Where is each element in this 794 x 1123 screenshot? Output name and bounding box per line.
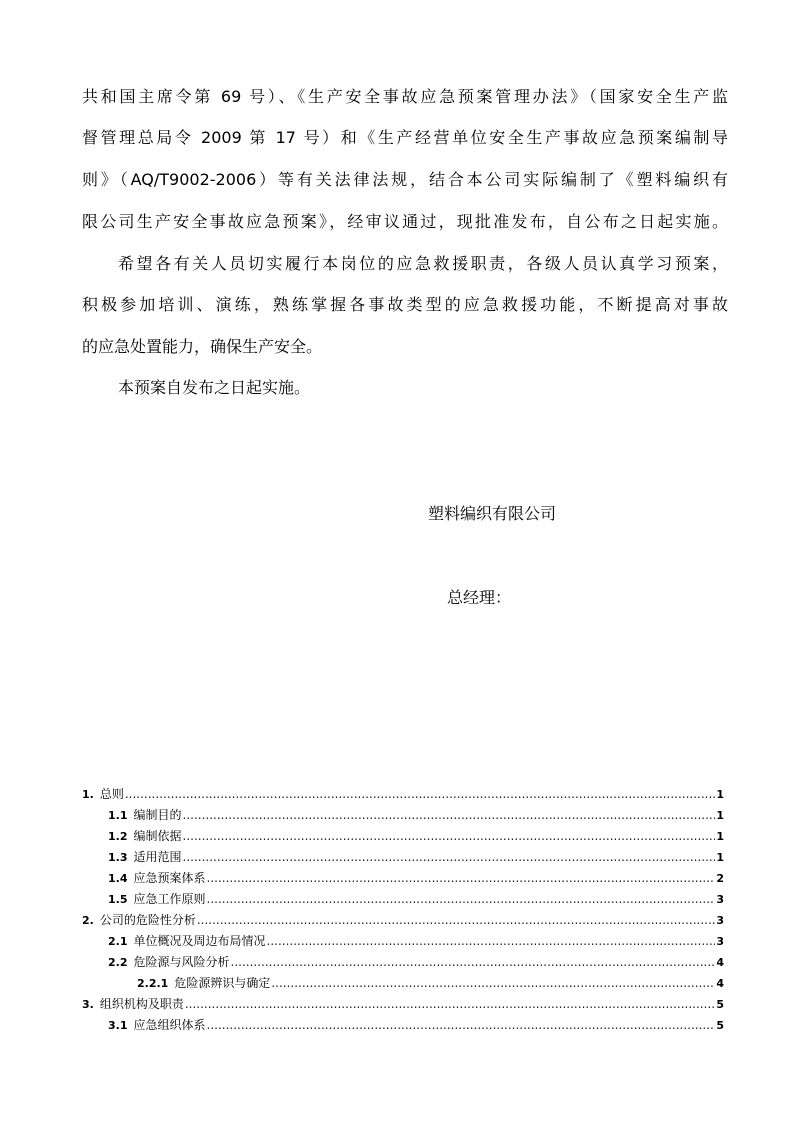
toc-entry[interactable] [82, 912, 724, 928]
toc-entry[interactable] [82, 933, 724, 949]
toc-dot-leader [183, 849, 716, 865]
toc-entry[interactable] [82, 870, 724, 886]
toc-dot-leader [207, 1017, 716, 1033]
toc-entry[interactable] [82, 996, 724, 1012]
toc-entry-title: 应急工作原则 [133, 892, 206, 906]
general-manager-label: 总经理： [447, 588, 512, 607]
toc-entry-number: 3.1 [108, 1019, 128, 1032]
text-line: 积极参加培训、演练，熟练掌握各事故类型的应急救援功能，不断提高对事故 [82, 295, 728, 314]
toc-dot-leader [207, 870, 716, 886]
text-line: 共和国主席令第 69 号）、《生产安全事故应急预案管理办法》（国家安全生产监 [82, 87, 728, 106]
toc-entry-title: 应急预案体系 [133, 871, 206, 885]
text-line: 的应急处置能力，确保生产安全。 [82, 337, 323, 356]
toc-entry-page: 4 [716, 956, 724, 969]
text-line: 本预案自发布之日起实施。 [118, 378, 311, 397]
toc-dot-leader [267, 933, 716, 949]
toc-entry-page: 3 [716, 893, 724, 906]
toc-dot-leader [231, 954, 716, 970]
toc-entry-number: 1.3 [108, 851, 128, 864]
toc-entry[interactable] [82, 807, 724, 823]
text-line: 则》（AQ/T9002-2006）等有关法律法规，结合本公司实际编制了《塑料编织有 [82, 170, 728, 189]
toc-entry-number: 1.4 [108, 872, 128, 885]
toc-entry-title: 适用范围 [133, 850, 182, 864]
toc-entry[interactable] [82, 975, 724, 991]
toc-entry-title: 编制目的 [133, 808, 182, 822]
toc-entry-page: 2 [716, 872, 724, 885]
toc-entry[interactable] [82, 849, 724, 865]
toc-entry-number: 1. [82, 788, 94, 801]
toc-dot-leader [125, 786, 715, 802]
toc-entry-number: 1.5 [108, 893, 128, 906]
toc-entry-number: 2. [82, 914, 94, 927]
toc-entry-title: 危险源与风险分析 [133, 955, 230, 969]
toc-entry-title: 公司的危险性分析 [99, 913, 196, 927]
toc-entry-title: 应急组织体系 [133, 1018, 206, 1032]
toc-entry-page: 1 [716, 809, 724, 822]
toc-dot-leader [183, 828, 716, 844]
toc-entry[interactable] [82, 954, 724, 970]
toc-entry[interactable] [82, 1017, 724, 1033]
company-name: 塑料编织有限公司 [428, 504, 557, 523]
toc-entry-page: 1 [716, 788, 724, 801]
text-line: 限公司生产安全事故应急预案》，经审议通过，现批准发布，自公布之日起实施。 [82, 212, 728, 231]
toc-entry-page: 4 [716, 977, 724, 990]
toc-entry[interactable] [82, 828, 724, 844]
toc-dot-leader [207, 891, 716, 907]
toc-entry-title: 组织机构及职责 [99, 997, 184, 1011]
toc-entry-number: 1.1 [108, 809, 128, 822]
toc-entry-page: 3 [716, 935, 724, 948]
toc-entry-number: 3. [82, 998, 94, 1011]
toc-entry-page: 1 [716, 830, 724, 843]
toc-entry-title: 危险源辨识与确定 [174, 976, 271, 990]
toc-entry-number: 2.1 [108, 935, 128, 948]
toc-entry-title: 总则 [99, 787, 124, 801]
toc-entry[interactable] [82, 786, 724, 802]
toc-dot-leader [185, 996, 715, 1012]
toc-entry-page: 1 [716, 851, 724, 864]
toc-dot-leader [197, 912, 715, 928]
toc-entry-page: 3 [716, 914, 724, 927]
toc-dot-leader [183, 807, 716, 823]
toc-entry-number: 1.2 [108, 830, 128, 843]
toc-entry-title: 单位概况及周边布局情况 [133, 934, 266, 948]
text-line: 督管理总局令 2009 第 17 号）和《生产经营单位安全生产事故应急预案编制导 [82, 128, 728, 147]
toc-entry-page: 5 [716, 998, 724, 1011]
toc-entry-number: 2.2 [108, 956, 128, 969]
toc-entry-number: 2.2.1 [137, 977, 169, 990]
toc-entry[interactable] [82, 891, 724, 907]
toc-entry-page: 5 [716, 1019, 724, 1032]
toc-dot-leader [271, 975, 715, 991]
text-line: 希望各有关人员切实履行本岗位的应急救援职责，各级人员认真学习预案， [118, 254, 728, 273]
toc-entry-title: 编制依据 [133, 829, 182, 843]
